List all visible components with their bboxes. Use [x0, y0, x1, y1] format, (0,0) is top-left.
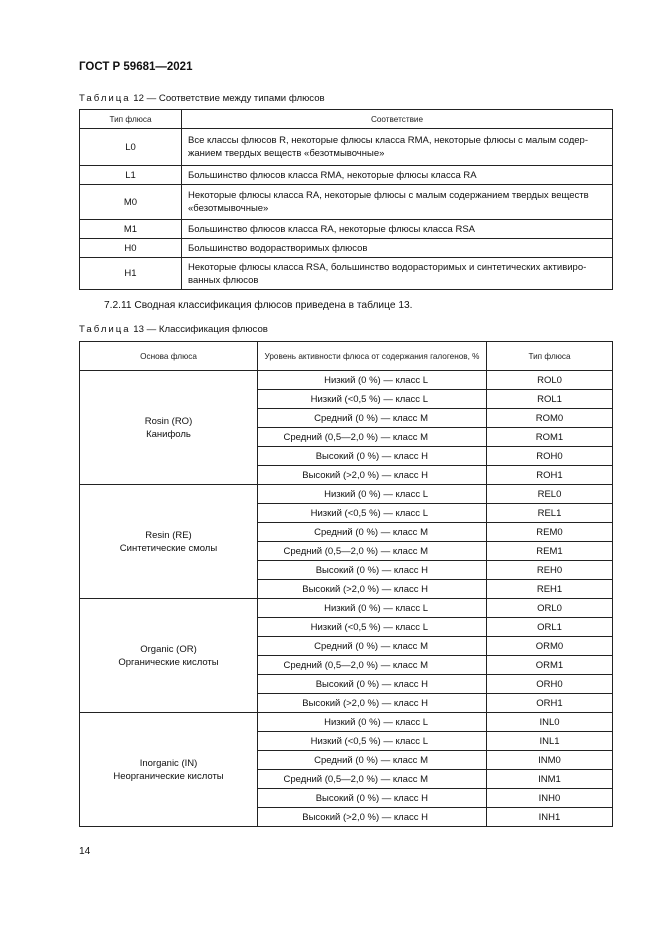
- table13-base-cell: [80, 371, 258, 485]
- table13-type-cell: REM0: [487, 523, 613, 542]
- table13-level-cell: Низкий (<0,5 %) — класс L: [258, 732, 487, 751]
- table13-type-cell: REM1: [487, 542, 613, 561]
- table-row: [80, 371, 613, 390]
- table13-body: [80, 371, 613, 827]
- table13-base-cell: [80, 713, 258, 827]
- flux-base-name-ru: Органические кислоты: [118, 656, 219, 668]
- table-row: [80, 185, 613, 220]
- table-row: [80, 129, 613, 166]
- table13-base-cell: [80, 485, 258, 599]
- table13-type-cell: ROH0: [487, 447, 613, 466]
- flux-base-name-en: Inorganic (IN): [139, 757, 198, 769]
- table13-type-cell: ORH1: [487, 694, 613, 713]
- table13-type-cell: ROH1: [487, 466, 613, 485]
- table13-header-base: Основа флюса: [80, 342, 258, 371]
- table13-level-cell: Высокий (0 %) — класс Н: [258, 675, 487, 694]
- table13-level-cell: Низкий (<0,5 %) — класс L: [258, 504, 487, 523]
- table12-caption-word: Таблица: [79, 93, 131, 104]
- table13-level-cell: Средний (0,5—2,0 %) — класс М: [258, 656, 487, 675]
- table12-desc-cell: Большинство флюсов класса RA, некоторые флюсы класса RSA: [182, 220, 613, 239]
- table13-level-cell: Средний (0,5—2,0 %) — класс М: [258, 770, 487, 789]
- table12-type-cell: H1: [80, 258, 182, 290]
- table-row: [80, 599, 613, 618]
- table13-header-type: Тип флюса: [487, 342, 613, 371]
- table13-level-cell: Низкий (0 %) — класс L: [258, 371, 487, 390]
- table12-header-type: Тип флюса: [80, 110, 182, 129]
- table13-type-cell: REL1: [487, 504, 613, 523]
- table13-level-cell: Низкий (<0,5 %) — класс L: [258, 390, 487, 409]
- table-row: [80, 713, 613, 732]
- table12-desc-cell: Некоторые флюсы класса RSA, большинство водорасторимых и синтетических активиро-ванных флюсов: [182, 258, 613, 290]
- table-12: [79, 109, 613, 290]
- table-row: [80, 166, 613, 185]
- table13-level-cell: Высокий (>2,0 %) — класс Н: [258, 580, 487, 599]
- table13-type-cell: INL1: [487, 732, 613, 751]
- table13-level-cell: Средний (0,5—2,0 %) — класс М: [258, 542, 487, 561]
- table13-type-cell: INH1: [487, 808, 613, 827]
- table-13: [79, 341, 613, 827]
- table12-desc-cell: Некоторые флюсы класса RA, некоторые флюсы с малым содержанием твердых веществ «безотмывочные»: [182, 185, 613, 220]
- flux-base-name-en: Organic (OR): [140, 643, 197, 655]
- table-row: [80, 258, 613, 290]
- table13-type-cell: ROL0: [487, 371, 613, 390]
- table12-type-cell: M1: [80, 220, 182, 239]
- table12-caption-title: 12 — Соответствие между типами флюсов: [133, 93, 325, 104]
- table13-level-cell: Высокий (>2,0 %) — класс Н: [258, 694, 487, 713]
- table13-type-cell: ORL0: [487, 599, 613, 618]
- table12-type-cell: L1: [80, 166, 182, 185]
- table13-type-cell: ROL1: [487, 390, 613, 409]
- table13-level-cell: Средний (0 %) — класс М: [258, 751, 487, 770]
- table13-level-cell: Низкий (0 %) — класс L: [258, 713, 487, 732]
- table13-level-cell: Средний (0 %) — класс М: [258, 409, 487, 428]
- table13-type-cell: ROM0: [487, 409, 613, 428]
- table13-type-cell: ROM1: [487, 428, 613, 447]
- table12-desc-cell: Большинство водорастворимых флюсов: [182, 239, 613, 258]
- flux-base-name-ru: Синтетические смолы: [119, 542, 218, 554]
- table13-level-cell: Низкий (<0,5 %) — класс L: [258, 618, 487, 637]
- table12-header-row: [80, 110, 613, 129]
- table13-caption-word: Таблица: [79, 324, 131, 335]
- flux-base-name-en: Resin (RE): [145, 529, 192, 541]
- table-row: [80, 220, 613, 239]
- table13-type-cell: ORM0: [487, 637, 613, 656]
- table13-type-cell: REL0: [487, 485, 613, 504]
- table13-caption: [79, 324, 268, 335]
- table12-caption: [79, 93, 325, 104]
- paragraph-7-2-11: 7.2.11 Сводная классификация флюсов приведена в таблице 13.: [104, 300, 413, 311]
- table12-header-correspondence: Соответствие: [182, 110, 613, 129]
- table13-level-cell: Средний (0,5—2,0 %) — класс М: [258, 428, 487, 447]
- table13-header-row: [80, 342, 613, 371]
- table12-type-cell: L0: [80, 129, 182, 166]
- flux-base-name-en: Rosin (RO): [144, 415, 193, 427]
- table13-type-cell: ORL1: [487, 618, 613, 637]
- table13-level-cell: Высокий (0 %) — класс Н: [258, 789, 487, 808]
- table13-level-cell: Низкий (0 %) — класс L: [258, 485, 487, 504]
- document-id: ГОСТ Р 59681—2021: [79, 61, 193, 73]
- table13-level-cell: Средний (0 %) — класс М: [258, 637, 487, 656]
- table13-type-cell: REH1: [487, 580, 613, 599]
- table13-type-cell: INL0: [487, 713, 613, 732]
- flux-base-name-ru: Неорганические кислоты: [113, 770, 224, 782]
- table13-type-cell: ORH0: [487, 675, 613, 694]
- table13-level-cell: Средний (0 %) — класс М: [258, 523, 487, 542]
- table12-type-cell: M0: [80, 185, 182, 220]
- table13-type-cell: INM0: [487, 751, 613, 770]
- table13-level-cell: Высокий (>2,0 %) — класс Н: [258, 808, 487, 827]
- table13-type-cell: ORM1: [487, 656, 613, 675]
- table12-desc-cell: Все классы флюсов R, некоторые флюсы класса RMA, некоторые флюсы с малым содер-жанием твердых веществ «безотмывочные»: [182, 129, 613, 166]
- table-row: [80, 239, 613, 258]
- flux-base-name-ru: Канифоль: [146, 428, 191, 440]
- table13-level-cell: Низкий (0 %) — класс L: [258, 599, 487, 618]
- table13-level-cell: Высокий (0 %) — класс Н: [258, 561, 487, 580]
- table12-desc-cell: Большинство флюсов класса RMA, некоторые флюсы класса RA: [182, 166, 613, 185]
- table13-type-cell: REH0: [487, 561, 613, 580]
- table13-level-cell: Высокий (0 %) — класс Н: [258, 447, 487, 466]
- table13-level-cell: Высокий (>2,0 %) — класс Н: [258, 466, 487, 485]
- page-number: 14: [79, 846, 91, 857]
- table13-type-cell: INH0: [487, 789, 613, 808]
- table13-base-cell: [80, 599, 258, 713]
- table13-type-cell: INM1: [487, 770, 613, 789]
- table13-caption-title: 13 — Классификация флюсов: [133, 324, 268, 335]
- table-row: [80, 485, 613, 504]
- table13-header-level: Уровень активности флюса от содержания галогенов, %: [258, 342, 487, 371]
- table12-type-cell: H0: [80, 239, 182, 258]
